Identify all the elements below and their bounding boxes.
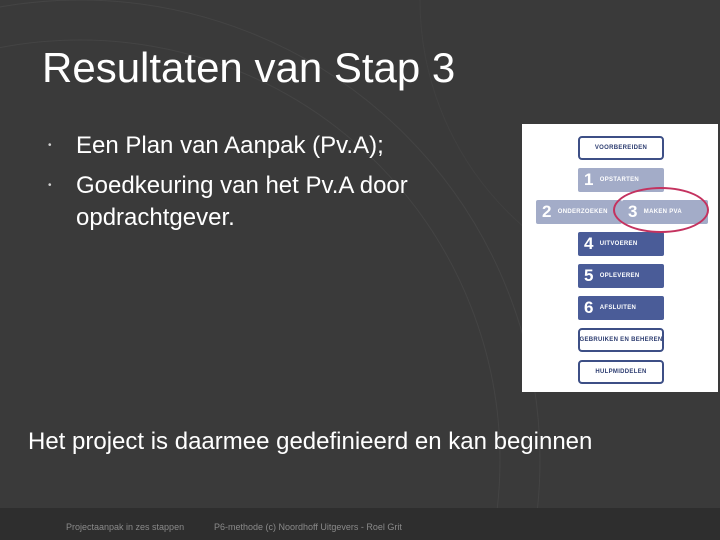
step-afsluiten xyxy=(578,296,664,320)
step-voorbereiden xyxy=(578,136,664,160)
bullet-item xyxy=(40,130,500,162)
step-onderzoeken xyxy=(536,200,622,224)
step-number: 2 xyxy=(542,202,552,221)
step-number: 5 xyxy=(584,266,594,285)
step-hulpmiddelen xyxy=(578,360,664,384)
step-label: MAKEN PVA xyxy=(643,209,683,215)
bullet-item xyxy=(40,170,500,234)
step-number: 4 xyxy=(584,234,594,253)
step-label: OPLEVEREN xyxy=(599,273,640,279)
step-number: 6 xyxy=(584,298,594,317)
bullet-icon: • xyxy=(48,180,52,191)
step-number: 3 xyxy=(628,202,638,221)
step-label: OPSTARTEN xyxy=(599,177,640,183)
p6-method-diagram xyxy=(522,124,718,392)
highlight-circle xyxy=(613,187,709,233)
step-label: AFSLUITEN xyxy=(599,305,637,311)
footer-left-text: Projectaanpak in zes stappen xyxy=(66,522,185,532)
bullet-icon: • xyxy=(48,140,52,151)
step-gebruiken-en-beheren xyxy=(578,328,664,352)
step-label: ONDERZOEKEN xyxy=(557,209,608,215)
step-uitvoeren xyxy=(578,232,664,256)
step-label: GEBRUIKEN EN BEHEREN xyxy=(579,337,663,343)
bullet-text: Goedkeuring van het Pv.A door opdrachtgever. xyxy=(76,172,408,231)
footer xyxy=(0,508,720,540)
footer-right-text: P6-methode (c) Noordhoff Uitgevers - Roel Grit xyxy=(214,522,402,532)
bullet-list xyxy=(40,130,500,242)
step-label: UITVOEREN xyxy=(599,241,638,247)
conclusion-text: Het project is daarmee gedefinieerd en kan beginnen xyxy=(28,428,593,455)
step-opleveren xyxy=(578,264,664,288)
slide-title: Resultaten van Stap 3 xyxy=(42,44,456,91)
step-label: VOORBEREIDEN xyxy=(594,145,648,151)
step-label: HULPMIDDELEN xyxy=(595,369,647,375)
bullet-text: Een Plan van Aanpak (Pv.A); xyxy=(76,132,384,159)
step-number: 1 xyxy=(584,170,594,189)
